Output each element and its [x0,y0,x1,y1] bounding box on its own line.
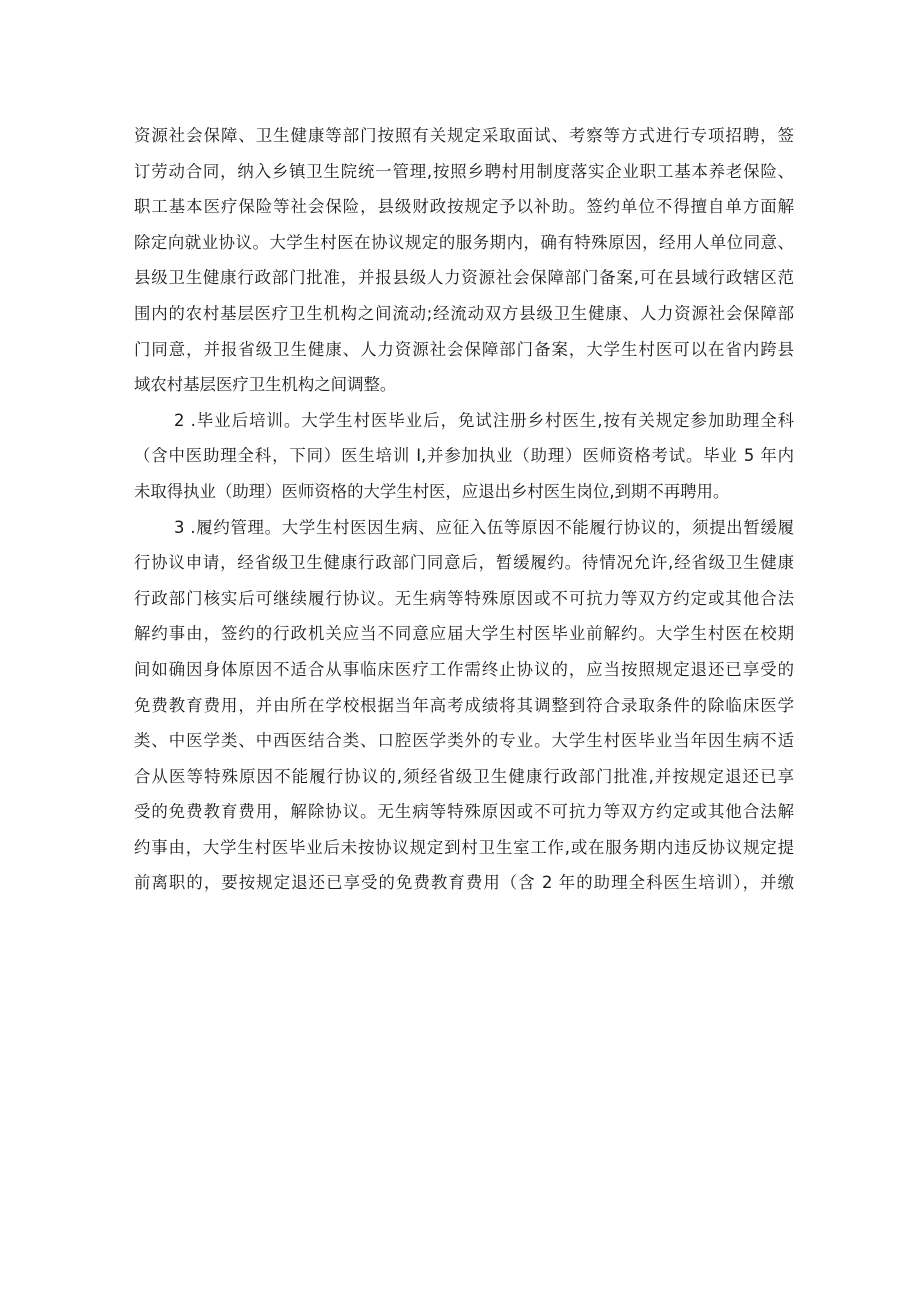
text-line: 订劳动合同，纳入乡镇卫生院统一管理,按照乡聘村用制度落实企业职工基本养老保险、 [134,161,794,181]
section-heading-line: 3 .履约管理。大学生村医因生病、应征入伍等原因不能履行协议的，须提出暂缓履 [174,517,794,537]
text-line: 资源社会保障、卫生健康等部门按照有关规定采取面试、考察等方式进行专项招聘，签 [134,126,794,145]
text-line: 合从医等特殊原因不能履行协议的,须经省级卫生健康行政部门批准,并按规定退还已享 [134,766,794,786]
body-text [134,118,794,901]
text-line: 约事由，大学生村医毕业后未按协议规定到村卫生室工作,或在服务期内违反协议规定提 [134,837,794,857]
text-line: 受的免费教育费用，解除协议。无生病等特殊原因或不可抗力等双方约定或其他合法解 [134,802,794,822]
text-line: 未取得执业（助理）医师资格的大学生村医，应退出乡村医生岗位,到期不再聘用。 [134,481,730,501]
text-line: 类、中医学类、中西医结合类、口腔医学类外的专业。大学生村医毕业当年因生病不适 [134,731,794,751]
text-line: 域农村基层医疗卫生机构之间调整。 [134,375,397,395]
text-line: 门同意，并报省级卫生健康、人力资源社会保障部门备案，大学生村医可以在省内跨县 [134,339,794,359]
paragraph-continuation [134,118,794,403]
section-heading-line: 2 .毕业后培训。大学生村医毕业后，免试注册乡村医生,按有关规定参加助理全科 [174,410,794,430]
text-line: 解约事由，签约的行政机关应当不同意应届大学生村医毕业前解约。大学生村医在校期 [134,624,794,644]
text-line: 行协议申请，经省级卫生健康行政部门同意后，暂缓履约。待情况允许,经省级卫生健康 [134,553,794,573]
text-line: 间如确因身体原因不适合从事临床医疗工作需终止协议的，应当按照规定退还已享受的 [134,659,794,679]
text-line: 县级卫生健康行政部门批准，并报县级人力资源社会保障部门备案,可在县域行政辖区范 [134,268,794,288]
text-line: 职工基本医疗保险等社会保险，县级财政按规定予以补助。签约单位不得擅自单方面解 [134,197,794,217]
text-line: 围内的农村基层医疗卫生机构之间流动;经流动双方县级卫生健康、人力资源社会保障部 [134,303,794,323]
text-line: 免费教育费用，并由所在学校根据当年高考成绩将其调整到符合录取条件的除临床医学 [134,695,794,715]
paragraph-section-3 [134,510,794,902]
paragraph-section-2 [134,403,794,510]
text-line: （含中医助理全科，下同）医生培训 I,并参加执业（助理）医师资格考试。毕业 5 年内 [134,446,794,466]
text-line: 行政部门核实后可继续履行协议。无生病等特殊原因或不可抗力等双方约定或其他合法 [134,588,794,608]
text-line: 除定向就业协议。大学生村医在协议规定的服务期内，确有特殊原因，经用人单位同意、 [134,232,794,252]
text-line: 前离职的，要按规定退还已享受的免费教育费用（含 2 年的助理全科医生培训），并缴 [134,873,794,893]
